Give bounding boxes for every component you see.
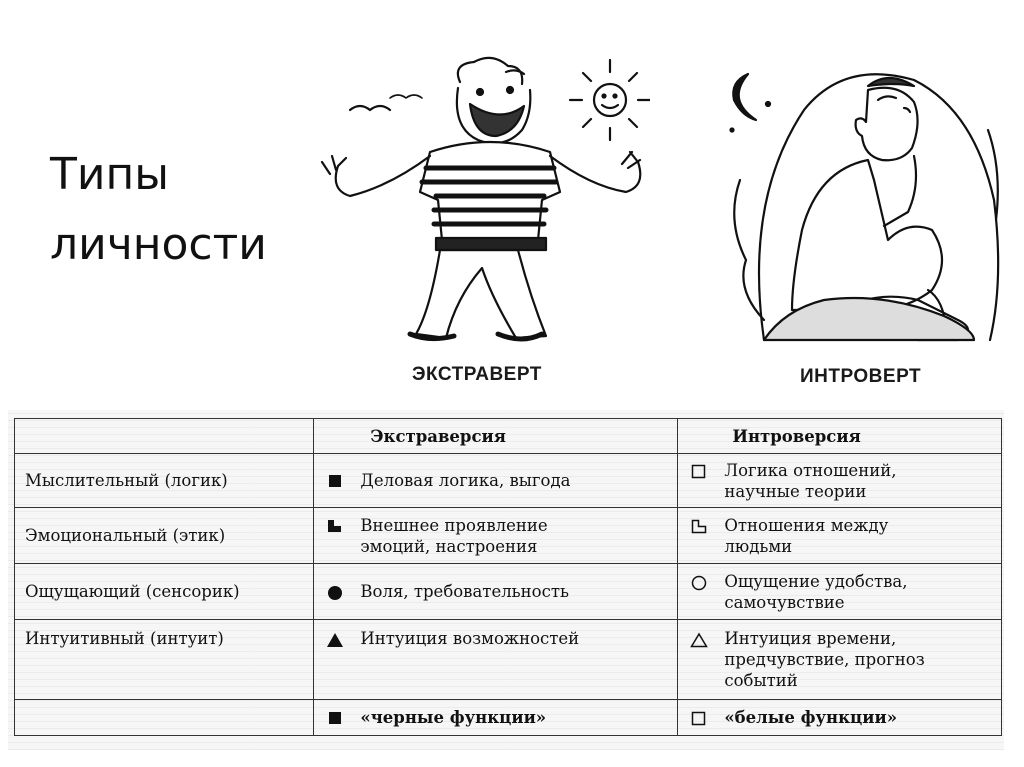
row-extraversion-cell <box>314 620 678 700</box>
int-line: «белые функции» <box>724 708 898 727</box>
slide-title-line-2: личности <box>50 219 267 270</box>
row-introversion-cell <box>678 620 1002 700</box>
table-row <box>15 700 1002 736</box>
personality-table-scan <box>8 410 1004 750</box>
int-line: Ощущение удобства, <box>724 571 908 591</box>
row-type <box>15 700 314 736</box>
ext-line: Интуиция возможностей <box>360 629 580 648</box>
int-line: событий <box>724 671 798 690</box>
int-line: Интуиция времени, <box>724 629 897 648</box>
row-extraversion-cell <box>314 508 678 564</box>
header-type <box>15 419 314 454</box>
filled-square-icon <box>324 707 346 725</box>
introvert-illustration <box>718 60 1008 350</box>
extravert-illustration <box>310 52 650 352</box>
slide-title <box>50 140 267 280</box>
outline-circle-icon <box>688 571 710 591</box>
filled-circle-icon <box>324 581 346 601</box>
filled-square-icon <box>324 470 346 488</box>
ext-line: Воля, требовательность <box>360 582 569 601</box>
header-introversion <box>678 419 1002 454</box>
extravert-caption: ЭКСТРАВЕРТ <box>412 364 542 385</box>
row-type: Ощущающий (сенсорик) <box>15 564 314 620</box>
header-extraversion <box>314 419 678 454</box>
int-line: Логика отношений, <box>724 460 897 480</box>
sun-icon <box>570 60 650 140</box>
row-introversion-cell <box>678 564 1002 620</box>
filled-triangle-icon <box>324 628 346 648</box>
outline-square-icon <box>688 460 710 480</box>
int-line: Отношения между <box>724 515 889 535</box>
int-line: предчувствие, прогноз <box>724 650 925 669</box>
outline-step-icon <box>688 515 710 534</box>
introvert-caption: ИНТРОВЕРТ <box>800 366 922 387</box>
table-row <box>15 564 1002 620</box>
row-type: Эмоциональный (этик) <box>15 508 314 564</box>
moon-icon <box>733 74 756 120</box>
slide-title-line-1: Типы <box>50 149 169 200</box>
filled-step-icon <box>324 515 346 533</box>
row-extraversion-cell <box>314 564 678 620</box>
row-extraversion-cell <box>314 700 678 736</box>
ext-line: «черные функции» <box>360 708 547 727</box>
outline-square-icon <box>688 707 710 727</box>
ext-line: эмоций, настроения <box>360 536 538 556</box>
table-row <box>15 508 1002 564</box>
row-extraversion-cell <box>314 454 678 508</box>
int-line: людьми <box>724 536 793 556</box>
row-introversion-cell <box>678 508 1002 564</box>
ext-line: Внешнее проявление <box>360 515 548 535</box>
int-line: самочувствие <box>724 592 845 612</box>
outline-triangle-icon <box>688 628 710 648</box>
row-introversion-cell <box>678 700 1002 736</box>
header-extraversion-label: Экстраверсия <box>370 426 506 446</box>
row-type: Мыслительный (логик) <box>15 454 314 508</box>
personality-types-table <box>14 418 1002 736</box>
table-row <box>15 620 1002 700</box>
int-line: научные теории <box>724 481 867 501</box>
header-introversion-label: Интроверсия <box>732 426 861 446</box>
table-header-row <box>15 419 1002 454</box>
row-type: Интуитивный (интуит) <box>15 620 314 700</box>
table-row <box>15 454 1002 508</box>
row-introversion-cell <box>678 454 1002 508</box>
ext-line: Деловая логика, выгода <box>360 471 571 490</box>
